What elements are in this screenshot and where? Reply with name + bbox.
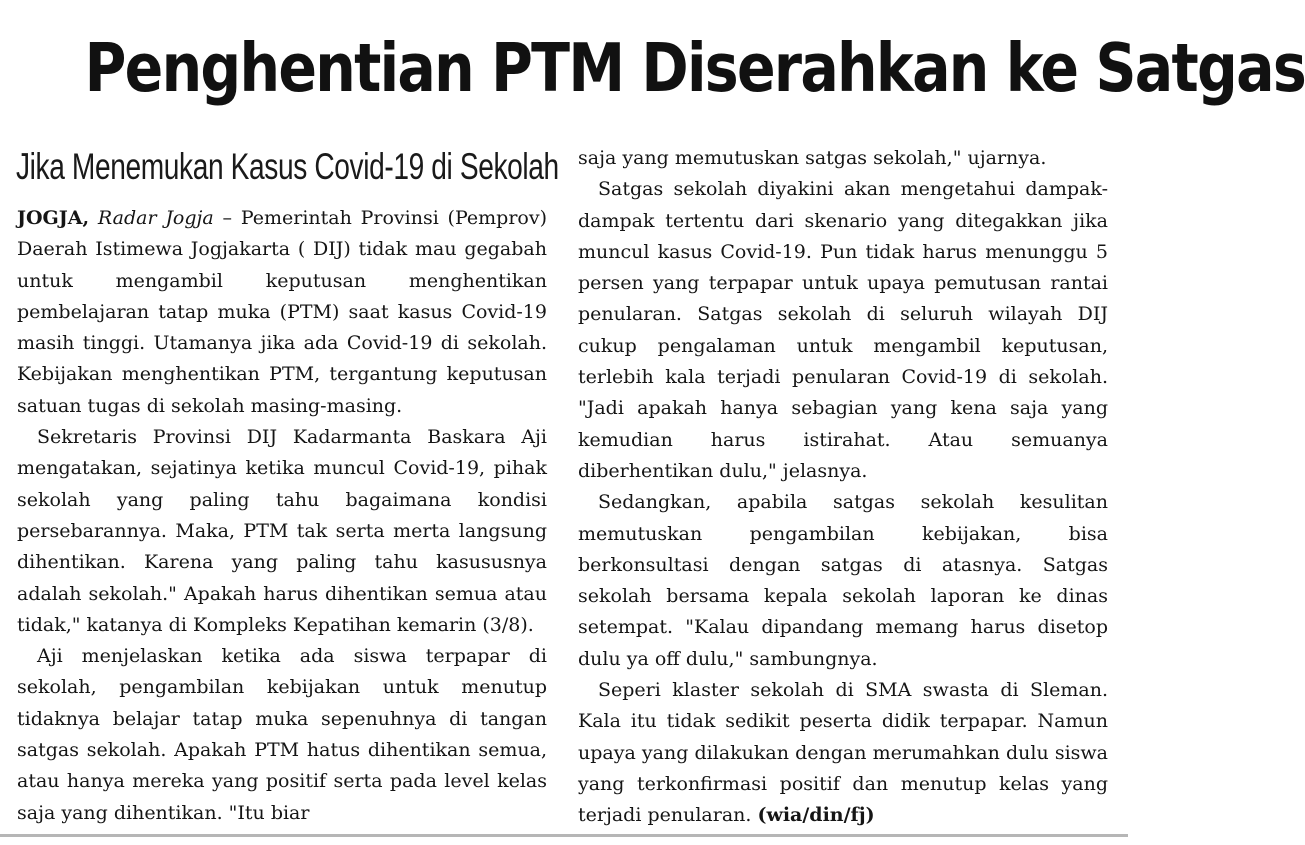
left-column [17, 203, 547, 829]
lead-text: Pemerintah Provinsi (Pemprov) Daerah Istimewa Jogjakarta ( DIJ) tidak mau gegabah untuk mengambil keputusan menghentikan pembelajaran tatap muka (PTM) saat kasus Covid-19 masih tinggi. Utamanya jika ada Covid-19 di sekolah. Kebijakan menghentikan PTM, tergantung keputusan satuan tugas di sekolah masing-masing. [17, 207, 547, 417]
source-name: Radar Jogja [97, 207, 214, 229]
final-paragraph [578, 675, 1108, 831]
author-credit: (wia/din/fj) [757, 804, 875, 827]
article-subheadline: Jika Menemukan Kasus Covid-19 di Sekolah [16, 146, 559, 187]
body-paragraph: Satgas sekolah diyakini akan mengetahui dampak-dampak tertentu dari skenario yang ditegakkan jika muncul kasus Covid-19. Pun tidak harus menunggu 5 persen yang terpapar untuk upaya pemutusan rantai penularan. Satgas sekolah di seluruh wilayah DIJ cukup pengalaman untuk mengambil keputusan, terlebih kala terjadi penularan Covid-19 di sekolah. "Jadi apakah hanya sebagian yang kena saja yang kemudian harus istirahat. Atau semuanya diberhentikan dulu," jelasnya. [578, 178, 1108, 482]
dateline: JOGJA, [17, 207, 90, 229]
body-paragraph: Sekretaris Provinsi DIJ Kadarmanta Baskara Aji mengatakan, sejatinya ketika muncul Covid-19, pihak sekolah yang paling tahu bagaimana kondisi persebarannya. Maka, PTM tak serta merta langsung dihentikan. Karena yang paling tahu kasususnya adalah sekolah." Apakah harus dihentikan semua atau tidak," katanya di Kompleks Kepatihan kemarin (3/8). [17, 426, 547, 636]
right-column [578, 143, 1108, 832]
final-text: Seperi klaster sekolah di SMA swasta di Sleman. Kala itu tidak sedikit peserta didik terpapar. Namun upaya yang dilakukan dengan merumahkan dulu siswa yang terkonfirmasi positif dan menutup kelas yang terjadi penularan. [578, 679, 1108, 827]
lead-paragraph [17, 203, 547, 422]
dateline-dash: – [213, 207, 241, 229]
continued-paragraph: saja yang memutuskan satgas sekolah," ujarnya. [578, 147, 1047, 169]
bottom-border-line [0, 834, 1128, 837]
body-paragraph: Aji menjelaskan ketika ada siswa terpapar di sekolah, pengambilan kebijakan untuk menutup tidaknya belajar tatap muka sepenuhnya di tangan satgas sekolah. Apakah PTM hatus dihentikan semua, atau hanya mereka yang positif serta pada level kelas saja yang dihentikan. "Itu biar [17, 645, 547, 824]
article-headline: Penghentian PTM Diserahkan ke Satgas [84, 29, 1305, 107]
body-paragraph: Sedangkan, apabila satgas sekolah kesulitan memutuskan pengambilan kebijakan, bisa berkonsultasi dengan satgas di atasnya. Satgas sekolah bersama kepala sekolah laporan ke dinas setempat. "Kalau dipandang memang harus disetop dulu ya off dulu," sambungnya. [578, 491, 1108, 670]
